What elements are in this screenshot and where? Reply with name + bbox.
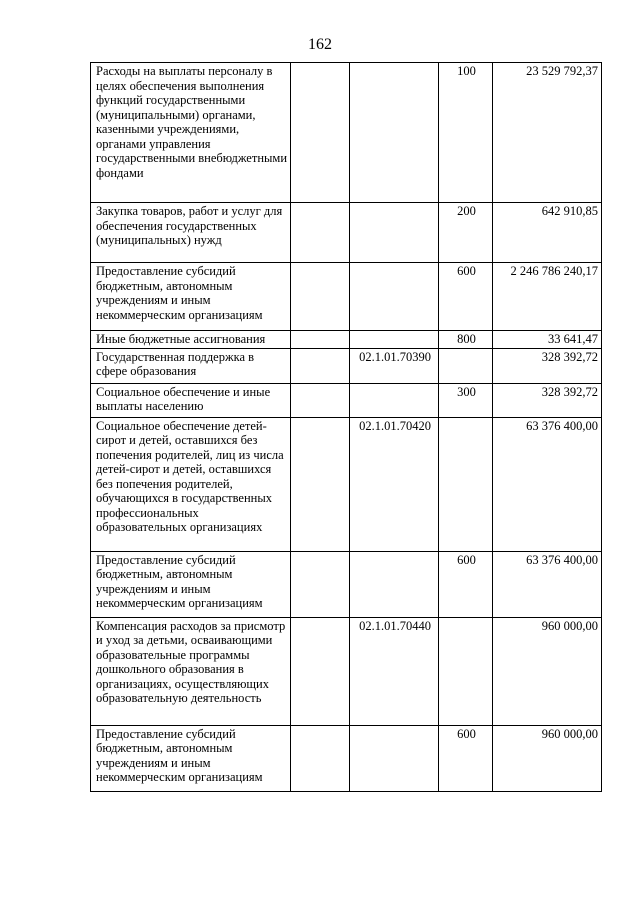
table-row xyxy=(91,725,602,791)
row-type: 600 xyxy=(439,263,493,331)
row-type xyxy=(439,617,493,725)
budget-table xyxy=(90,62,602,792)
row-name: Компенсация расходов за присмотр и уход за детьми, осваивающими образовательные программы дошкольного образования в организациях, осуществляющих образовательную деятельность xyxy=(91,617,291,725)
row-amount: 960 000,00 xyxy=(493,725,602,791)
table-row xyxy=(91,417,602,551)
row-amount: 328 392,72 xyxy=(493,383,602,417)
row-name: Иные бюджетные ассигнования xyxy=(91,331,291,349)
row-section xyxy=(291,617,350,725)
row-amount: 23 529 792,37 xyxy=(493,63,602,203)
row-amount: 642 910,85 xyxy=(493,203,602,263)
table-row xyxy=(91,551,602,617)
row-type: 300 xyxy=(439,383,493,417)
row-type xyxy=(439,348,493,383)
row-name: Предоставление субсидий бюджетным, автономным учреждениям и иным некоммерческим организациям xyxy=(91,725,291,791)
row-name: Предоставление субсидий бюджетным, автономным учреждениям и иным некоммерческим организациям xyxy=(91,263,291,331)
table-row xyxy=(91,63,602,203)
row-section xyxy=(291,263,350,331)
row-type: 600 xyxy=(439,551,493,617)
row-type: 800 xyxy=(439,331,493,349)
row-amount: 63 376 400,00 xyxy=(493,551,602,617)
row-amount: 33 641,47 xyxy=(493,331,602,349)
row-type: 100 xyxy=(439,63,493,203)
row-section xyxy=(291,331,350,349)
row-code xyxy=(350,331,439,349)
row-section xyxy=(291,203,350,263)
row-name: Социальное обеспечение и иные выплаты населению xyxy=(91,383,291,417)
row-code xyxy=(350,63,439,203)
row-section xyxy=(291,383,350,417)
row-code: 02.1.01.70420 xyxy=(350,417,439,551)
row-section xyxy=(291,63,350,203)
row-name: Государственная поддержка в сфере образования xyxy=(91,348,291,383)
page-number: 162 xyxy=(308,36,332,53)
row-name: Закупка товаров, работ и услуг для обеспечения государственных (муниципальных) нужд xyxy=(91,203,291,263)
table-row xyxy=(91,263,602,331)
row-amount: 960 000,00 xyxy=(493,617,602,725)
row-code xyxy=(350,383,439,417)
table-row xyxy=(91,348,602,383)
row-amount: 328 392,72 xyxy=(493,348,602,383)
row-section xyxy=(291,725,350,791)
row-amount: 63 376 400,00 xyxy=(493,417,602,551)
row-type: 200 xyxy=(439,203,493,263)
table-row xyxy=(91,203,602,263)
row-name: Расходы на выплаты персоналу в целях обеспечения выполнения функций государственными (муниципальными) органами, казенными учреждениями, органами управления государственными внебюджетными фондами xyxy=(91,63,291,203)
row-section xyxy=(291,417,350,551)
row-type xyxy=(439,417,493,551)
table-row xyxy=(91,383,602,417)
row-code: 02.1.01.70390 xyxy=(350,348,439,383)
row-code: 02.1.01.70440 xyxy=(350,617,439,725)
row-code xyxy=(350,203,439,263)
row-amount: 2 246 786 240,17 xyxy=(493,263,602,331)
row-code xyxy=(350,551,439,617)
row-type: 600 xyxy=(439,725,493,791)
row-code xyxy=(350,263,439,331)
row-name: Социальное обеспечение детей-сирот и детей, оставшихся без попечения родителей, лиц из числа детей-сирот и детей, оставшихся без попечения родителей, обучающихся в государственных профессиональных образовательных организациях xyxy=(91,417,291,551)
row-section xyxy=(291,348,350,383)
row-name: Предоставление субсидий бюджетным, автономным учреждениям и иным некоммерческим организациям xyxy=(91,551,291,617)
row-code xyxy=(350,725,439,791)
table-row xyxy=(91,331,602,349)
table-row xyxy=(91,617,602,725)
row-section xyxy=(291,551,350,617)
